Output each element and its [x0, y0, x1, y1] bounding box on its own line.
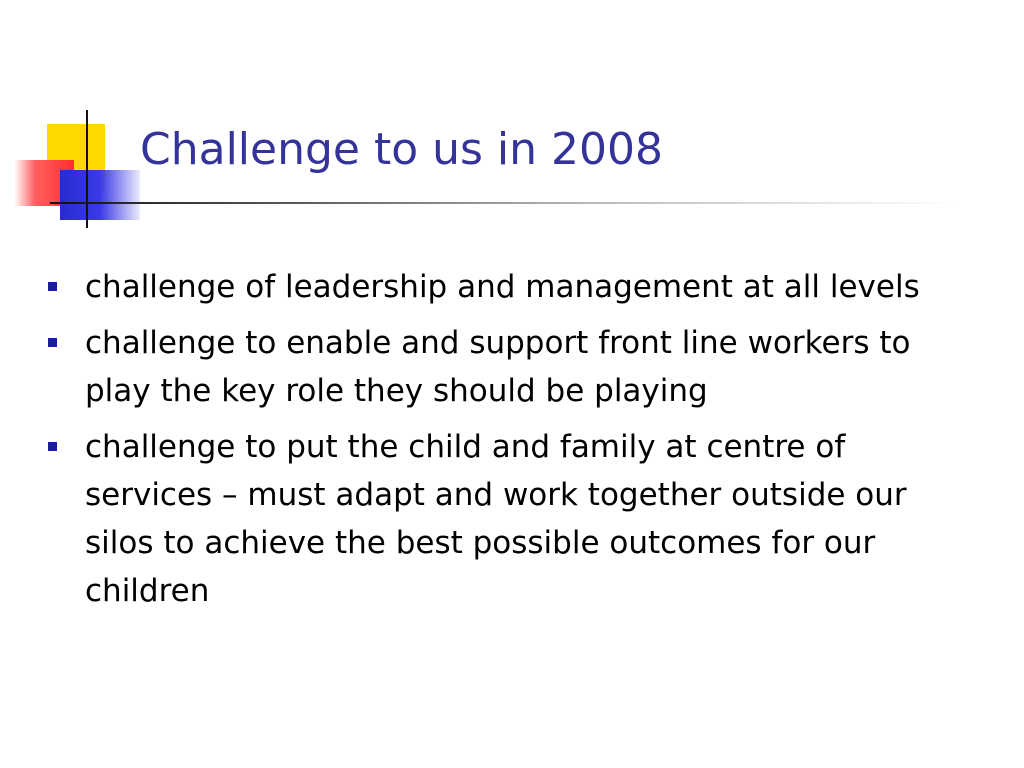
title-underline: [50, 202, 960, 204]
bullet-text: challenge to put the child and family at centre of services – must adapt and work together outside our silos to achieve the best possible outcomes for our children: [85, 429, 907, 609]
logo-blue-square: [60, 170, 140, 220]
bullet-text: challenge to enable and support front line workers to play the key role they should be playing: [85, 325, 911, 409]
square-bullet-icon: [48, 442, 57, 451]
bullet-text: challenge of leadership and management at all levels: [85, 269, 920, 305]
logo-vertical-line: [86, 110, 88, 228]
square-bullet-icon: [48, 338, 57, 347]
bullet-item: [42, 319, 962, 415]
bullet-item: [42, 423, 962, 615]
square-bullet-icon: [48, 282, 57, 291]
bullet-item: [42, 263, 962, 311]
slide-title: Challenge to us in 2008: [140, 124, 663, 175]
bullet-list: [42, 263, 962, 623]
